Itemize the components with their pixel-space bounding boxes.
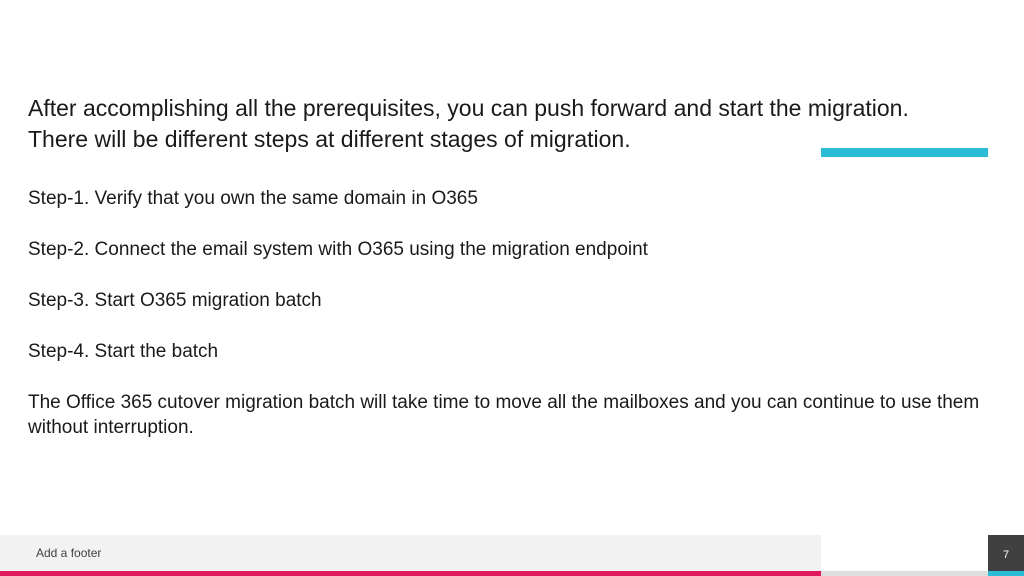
footer-text: Add a footer: [36, 546, 102, 560]
footer-band: [0, 535, 821, 571]
conclusion-text: The Office 365 cutover migration batch will take time to move all the mailboxes and you can continue to use them without interruption.: [28, 392, 980, 438]
slide-title: [28, 93, 998, 155]
title-accent-bar: [821, 148, 988, 157]
page-number-accent-line: [988, 571, 1024, 576]
slide-body: [28, 186, 988, 440]
step-1-text: Step-1. Verify that you own the same domain in O365: [28, 188, 478, 209]
footer-accent-line: [0, 571, 821, 576]
title-line-1: After accomplishing all the prerequisites, you can push forward and start the migration.: [28, 95, 909, 121]
page-number: 7: [1002, 549, 1010, 561]
step-3-text: Step-3. Start O365 migration batch: [28, 290, 322, 311]
title-line-2: There will be different steps at different stages of migration.: [28, 126, 631, 152]
footer-divider-line: [821, 571, 988, 576]
step-2-text: Step-2. Connect the email system with O365 using the migration endpoint: [28, 239, 648, 260]
step-4-text: Step-4. Start the batch: [28, 341, 219, 362]
